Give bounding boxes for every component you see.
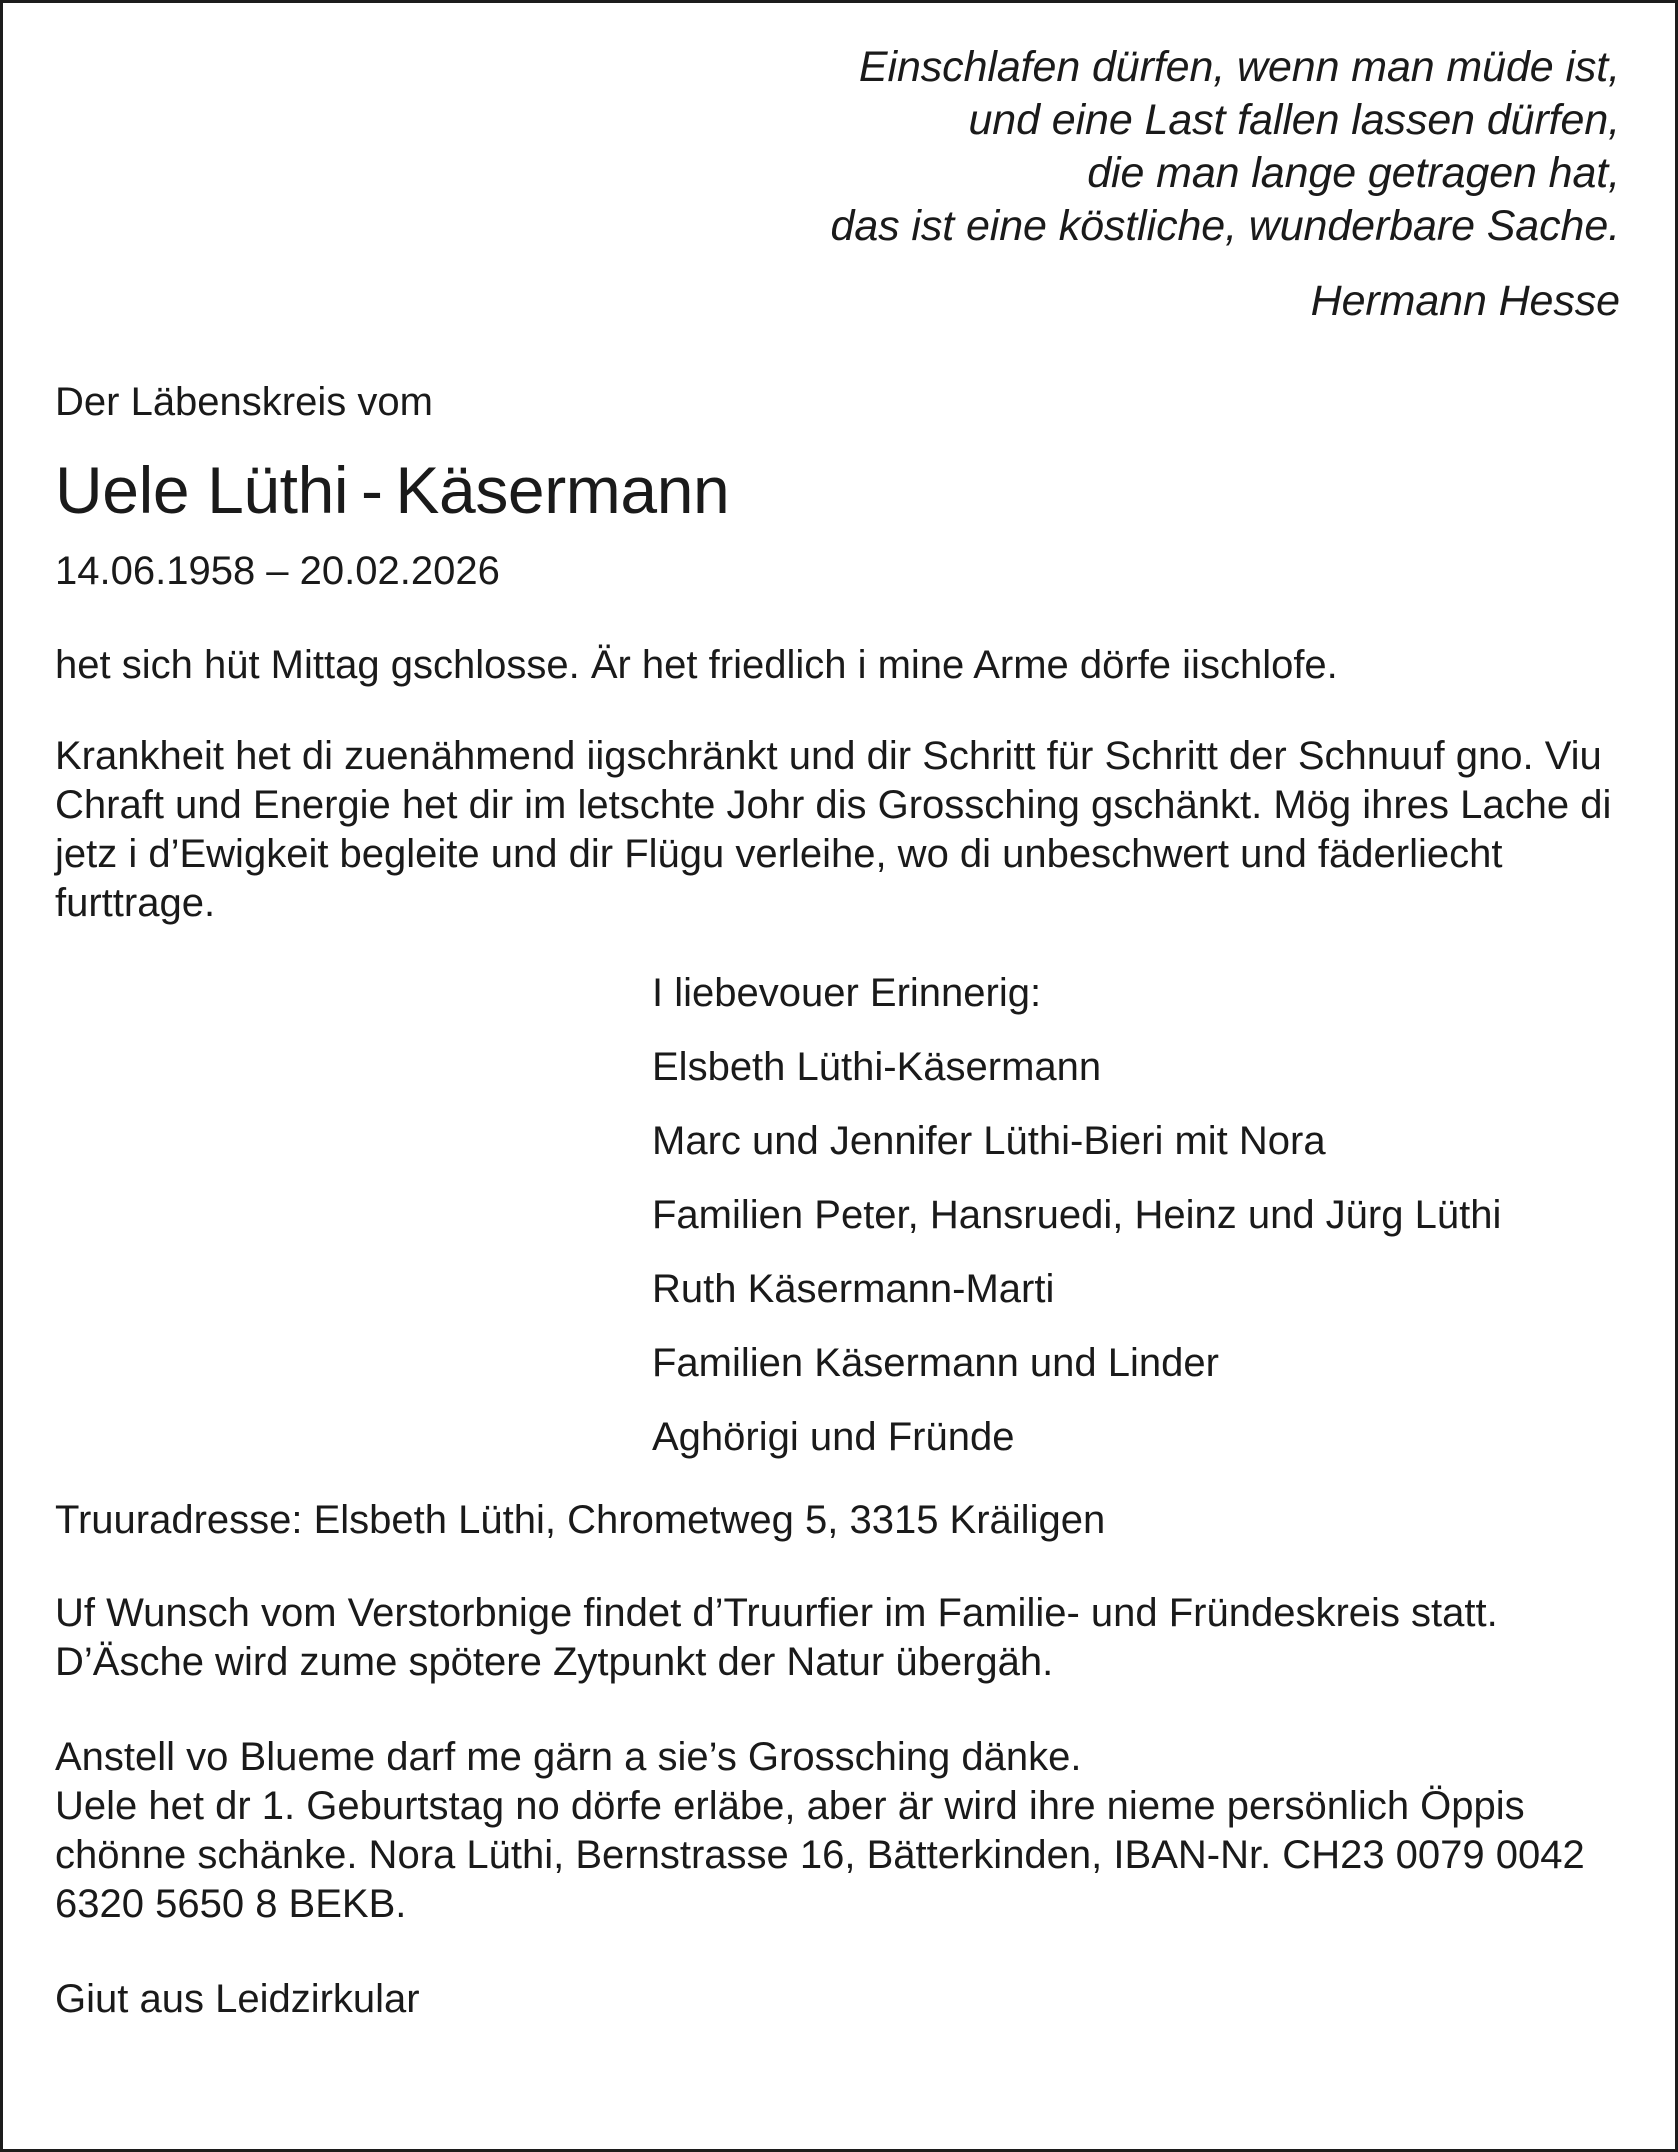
survivor-entry: Ruth Käsermann-Marti [652,1267,1055,1311]
quote-line-1: Einschlafen dürfen, wenn man müde ist, [858,43,1620,91]
life-dates: 14.06.1958 – 20.02.2026 [55,549,500,593]
donation-details: Uele het dr 1. Geburtstag no dörfe erläbe, aber är wird ihre nieme persönlich Öppis chönne schänke. Nora Lüthi, Bernstrasse 16, Bätterkinden, IBAN-Nr. CH23 0079 0042 6320 5650 8 BEKB. [55,1784,1585,1926]
tribute-paragraph: Krankheit het di zuenähmend iigschränkt und dir Schritt für Schritt der Schnuuf gno. Viu Chraft und Energie het dir im letschte Johr dis Grossching gschänkt. Mög ihres Lache di jetz i d’Ewigkeit begleite und dir Flügu verleihe, wo di unbeschwert und fäderliecht furttrage. [55,734,1612,925]
survivors-list [652,970,1620,1460]
quote-line-3: die man lange getragen hat, [1087,149,1620,197]
mourning-address: Truuradresse: Elsbeth Lüthi, Chrometweg 5, 3315 Kräiligen [55,1498,1106,1542]
survivor-entry: Familien Käsermann und Linder [652,1341,1219,1385]
quote-line-2: und eine Last fallen lassen dürfen, [968,96,1620,144]
notice-content [55,3,1620,2149]
survivors-heading: I liebevouer Erinnerig: [652,971,1042,1015]
donation-intro: Anstell vo Blueme darf me gärn a sie’s Grossching dänke. [55,1735,1082,1779]
quote-attribution: Hermann Hesse [1310,277,1620,325]
quote-line-4: das ist eine köstliche, wunderbare Sache. [830,202,1620,250]
survivor-entry: Familien Peter, Hansruedi, Heinz und Jürg Lüthi [652,1193,1502,1237]
passing-statement: het sich hüt Mittag gschlosse. Är het friedlich i mine Arme dörfe iischlofe. [55,643,1338,687]
sign-off: Giut aus Leidzirkular [55,1977,420,2021]
lead-in-text: Der Läbenskreis vom [55,380,433,424]
memorial-quote [55,3,1620,328]
survivor-entry: Elsbeth Lüthi-Käsermann [652,1045,1102,1089]
survivor-entry: Marc und Jennifer Lüthi-Bieri mit Nora [652,1119,1326,1163]
ceremony-note: Uf Wunsch vom Verstorbnige findet d’Truurfier im Familie- und Fründeskreis statt. D’Äsche wird zume spötere Zytpunkt der Natur übergäh. [55,1591,1498,1684]
survivor-entry: Aghörigi und Fründe [652,1415,1015,1459]
deceased-name: Uele Lüthi - Käsermann [55,453,730,527]
